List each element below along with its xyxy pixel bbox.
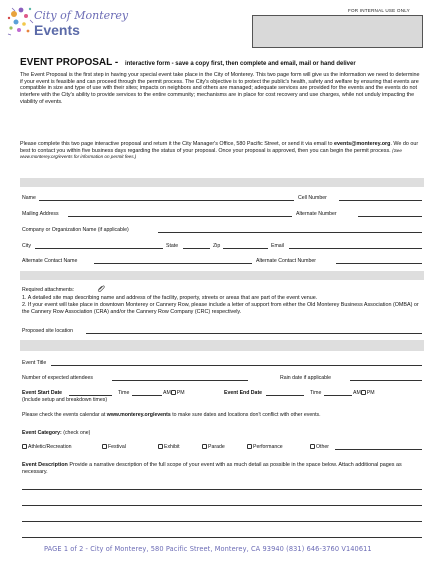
start-am-label: AM <box>163 390 171 396</box>
alt-contact-number-label: Alternate Contact Number <box>256 258 316 264</box>
city-field[interactable] <box>35 243 163 249</box>
start-am-checkbox[interactable] <box>171 390 176 395</box>
intro-paragraph-1: The Event Proposal is the first step in having your special event take place in the City of Monterey. This two page form will give us the information we need to determine if your event is feasible and can proceed through the permit process. The City's objective is to protect the public's health, safety and welfare by ensuring that events are compatible in size and type of use with their sites; impacts on neighbors and others are managed; adequate services are provided for the events and the events do not interfere with the City's ability to provide services to the entire community; mechanisms are in place for cost recovery and use charges, while not unduly impacting the viability of events. <box>20 72 420 105</box>
alt-contact-row <box>22 258 422 265</box>
form-title-main: EVENT PROPOSAL <box>20 57 113 68</box>
description-line-4[interactable] <box>22 532 422 538</box>
city-row <box>22 243 422 250</box>
calendar-text-a: Please check the events calendar at <box>22 412 107 418</box>
mailing-row <box>22 211 422 218</box>
attachment-item-1: 1. A detailed site map describing name and address of the facility, property, streets or areas that are part of the event venue. <box>22 295 318 301</box>
description-line-1[interactable] <box>22 484 422 490</box>
email-field[interactable] <box>289 243 422 249</box>
zip-field[interactable] <box>223 243 268 249</box>
alt-contact-field[interactable] <box>94 258 252 264</box>
company-row <box>22 227 422 234</box>
intro-permit-note: (See www.monterey.org/events for information on permit fees.) <box>20 147 402 160</box>
alt-number-label: Alternate Number <box>296 211 337 217</box>
office-use-box <box>252 15 423 48</box>
city-label: City <box>22 243 31 249</box>
paperclip-icon <box>97 284 105 292</box>
email-label: Email <box>271 243 284 249</box>
company-field[interactable] <box>158 227 422 233</box>
site-location-field[interactable] <box>86 328 422 334</box>
category-hint: (check one) <box>63 430 91 436</box>
name-field[interactable] <box>39 195 294 201</box>
mailing-label: Mailing Address <box>22 211 59 217</box>
end-date-label: Event End Date <box>224 390 263 396</box>
category-athletic[interactable] <box>22 444 72 450</box>
category-athletic-checkbox[interactable] <box>22 444 27 449</box>
start-date-field[interactable] <box>69 390 112 396</box>
section-band-attachments <box>20 271 424 280</box>
page-footer: PAGE 1 of 2 - City of Monterey, 580 Pacific Street, Monterey, CA 93940 (831) 646-3760 V140611 <box>44 545 372 553</box>
category-heading <box>22 430 90 436</box>
category-other[interactable] <box>310 444 329 450</box>
category-festival-label: Festival <box>108 444 126 450</box>
category-parade-checkbox[interactable] <box>202 444 207 449</box>
mailing-field[interactable] <box>68 211 292 217</box>
description-text: Provide a narrative description of the full scope of your event with as much detail as possible in the space below. Attach additional pages as necessary. <box>22 462 402 475</box>
name-row <box>22 195 422 202</box>
calendar-link[interactable]: www.monterey.org/events <box>106 412 171 418</box>
title-separator: - <box>112 57 121 68</box>
alt-contact-label: Alternate Contact Name <box>22 258 78 264</box>
category-other-label: Other <box>316 444 329 450</box>
start-ampm <box>163 390 185 396</box>
alt-contact-number-field[interactable] <box>336 258 422 264</box>
calendar-text-b: to make sure dates and locations don't conflict with other events. <box>170 412 321 418</box>
attendees-label: Number of expected attendees <box>22 375 93 381</box>
intro-para2-text-a: Please complete this two page interactive proposal and return it the City Manager's Office, 580 Pacific Street, or send it via email to <box>20 141 335 147</box>
dates-row <box>22 390 422 397</box>
description-line-3[interactable] <box>22 516 422 522</box>
category-performance-checkbox[interactable] <box>247 444 252 449</box>
section-band-contact <box>20 178 424 187</box>
category-label: Event Category: <box>22 430 62 436</box>
site-location-row <box>22 328 422 335</box>
rain-date-field[interactable] <box>350 375 422 381</box>
description-instructions <box>22 462 422 475</box>
intro-paragraph-2 <box>20 141 420 161</box>
site-location-label: Proposed site location <box>22 328 74 334</box>
start-time-field[interactable] <box>132 390 162 396</box>
state-field[interactable] <box>183 243 210 249</box>
event-title-label: Event Title <box>22 360 47 366</box>
end-ampm <box>353 390 375 396</box>
form-title <box>20 57 356 69</box>
section-band-event <box>20 340 424 351</box>
zip-label: Zip <box>213 243 221 249</box>
end-time-label: Time <box>310 390 322 396</box>
calendar-note <box>22 412 321 418</box>
event-title-row <box>22 360 422 367</box>
end-pm-label: PM <box>366 390 375 396</box>
attendees-row <box>22 375 422 382</box>
category-parade[interactable] <box>202 444 225 450</box>
start-pm-label: PM <box>176 390 185 396</box>
category-performance[interactable] <box>247 444 283 450</box>
start-time-label: Time <box>118 390 130 396</box>
category-exhibit-label: Exhibit <box>164 444 180 450</box>
end-time-field[interactable] <box>324 390 352 396</box>
category-options <box>22 444 422 451</box>
end-date-field[interactable] <box>266 390 304 396</box>
setup-note: (Include setup and breakdown times) <box>22 397 108 403</box>
logo-events-text: Events <box>34 22 80 38</box>
state-label: State <box>166 243 179 249</box>
category-exhibit[interactable] <box>158 444 180 450</box>
start-date-label: Event Start Date <box>22 390 63 396</box>
alt-number-field[interactable] <box>358 211 422 217</box>
category-athletic-label: Athletic/Recreation <box>28 444 72 450</box>
attachments-label: Required attachments: <box>22 287 75 293</box>
category-exhibit-checkbox[interactable] <box>158 444 163 449</box>
description-label: Event Description <box>22 462 68 468</box>
cell-field[interactable] <box>339 195 422 201</box>
category-other-field[interactable] <box>335 444 422 450</box>
cell-label: Cell Number <box>298 195 327 201</box>
confetti-logo-icon <box>6 4 36 38</box>
form-title-sub: interactive form - save a copy first, then complete and email, mail or hand deliver <box>124 61 356 67</box>
end-am-label: AM <box>353 390 361 396</box>
rain-date-label: Rain date if applicable <box>280 375 332 381</box>
category-festival[interactable] <box>102 444 126 450</box>
company-label: Company or Organization Name (if applicable) <box>22 227 129 233</box>
intro-para2-text-b: . We do our best to contact you within five business days regarding the status of your proposal. Once your proposal is approved, then you can begin the permit process. <box>20 141 419 154</box>
event-title-field[interactable] <box>51 360 422 366</box>
category-festival-checkbox[interactable] <box>102 444 107 449</box>
description-line-2[interactable] <box>22 500 422 506</box>
attachment-item-2: 2. If your event will take place in downtown Monterey or Cannery Row, please include a letter of support from either the Old Monterey Business Association (OMBA) or the Cannery Row Association (CRA) and/or the Cannery Row Company (CRC) respectively. <box>22 302 419 315</box>
end-am-checkbox[interactable] <box>361 390 366 395</box>
attendees-field[interactable] <box>112 375 248 381</box>
name-label: Name <box>22 195 36 201</box>
logo-city-text: City of Monterey <box>34 9 129 22</box>
end-date-label-wrap <box>224 390 262 396</box>
category-performance-label: Performance <box>253 444 283 450</box>
category-other-checkbox[interactable] <box>310 444 315 449</box>
intro-email-link[interactable]: events@monterey.org <box>334 141 391 147</box>
category-parade-label: Parade <box>208 444 225 450</box>
office-use-label: FOR INTERNAL USE ONLY <box>348 8 410 13</box>
